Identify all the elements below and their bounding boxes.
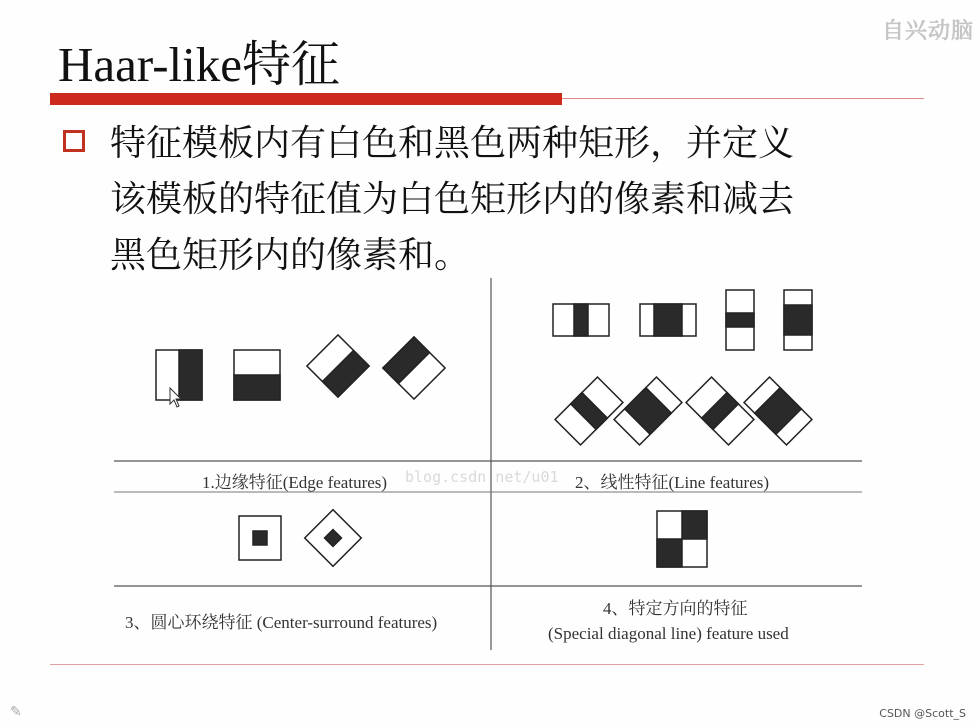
line-feature-horizontal-wide: [640, 304, 696, 336]
faint-watermark: blog.csdn.net/u01: [405, 468, 559, 486]
watermark-text: 自兴动脑: [881, 19, 974, 44]
caption-diagonal-line-2: (Special diagonal line) feature used: [548, 624, 789, 643]
line-feature-horizontal-thin: [553, 304, 609, 336]
bullet-line-3: 黑色矩形内的像素和。: [110, 235, 471, 276]
line-feature-vertical-wide: [784, 290, 812, 350]
caption-line-features: 2、线性特征(Line features): [575, 473, 770, 492]
edge-feature-horizontal: [234, 350, 280, 400]
csdn-watermark: CSDN @Scott_S: [879, 707, 966, 720]
edge-feature-diagonal-2: [383, 337, 445, 399]
line-feature-diagonal-3: [686, 377, 754, 445]
pen-icon: ✎: [10, 704, 22, 720]
caption-diagonal-line-1: 4、特定方向的特征: [603, 599, 748, 618]
line-feature-diagonal-1: [555, 377, 623, 445]
edge-feature-diagonal-1: [307, 335, 369, 397]
bullet-line-2: 该模板的特征值为白色矩形内的像素和减去: [110, 179, 795, 220]
footer-divider: [50, 664, 924, 665]
caption-center-surround: 3、圆心环绕特征 (Center-surround features): [125, 613, 438, 632]
diagonal-feature: [657, 511, 707, 567]
edge-feature-vertical: [156, 350, 202, 400]
line-feature-diagonal-2: [614, 377, 682, 445]
slide-title: Haar-like特征: [58, 37, 341, 92]
line-feature-diagonal-4: [744, 377, 812, 445]
center-surround-square: [239, 516, 281, 560]
bullet-line-1: 特征模板内有白色和黑色两种矩形，并定义: [110, 123, 795, 164]
line-feature-vertical-thin: [726, 290, 754, 350]
center-surround-diamond: [305, 510, 362, 567]
caption-edge-features: 1.边缘特征(Edge features): [202, 473, 388, 492]
